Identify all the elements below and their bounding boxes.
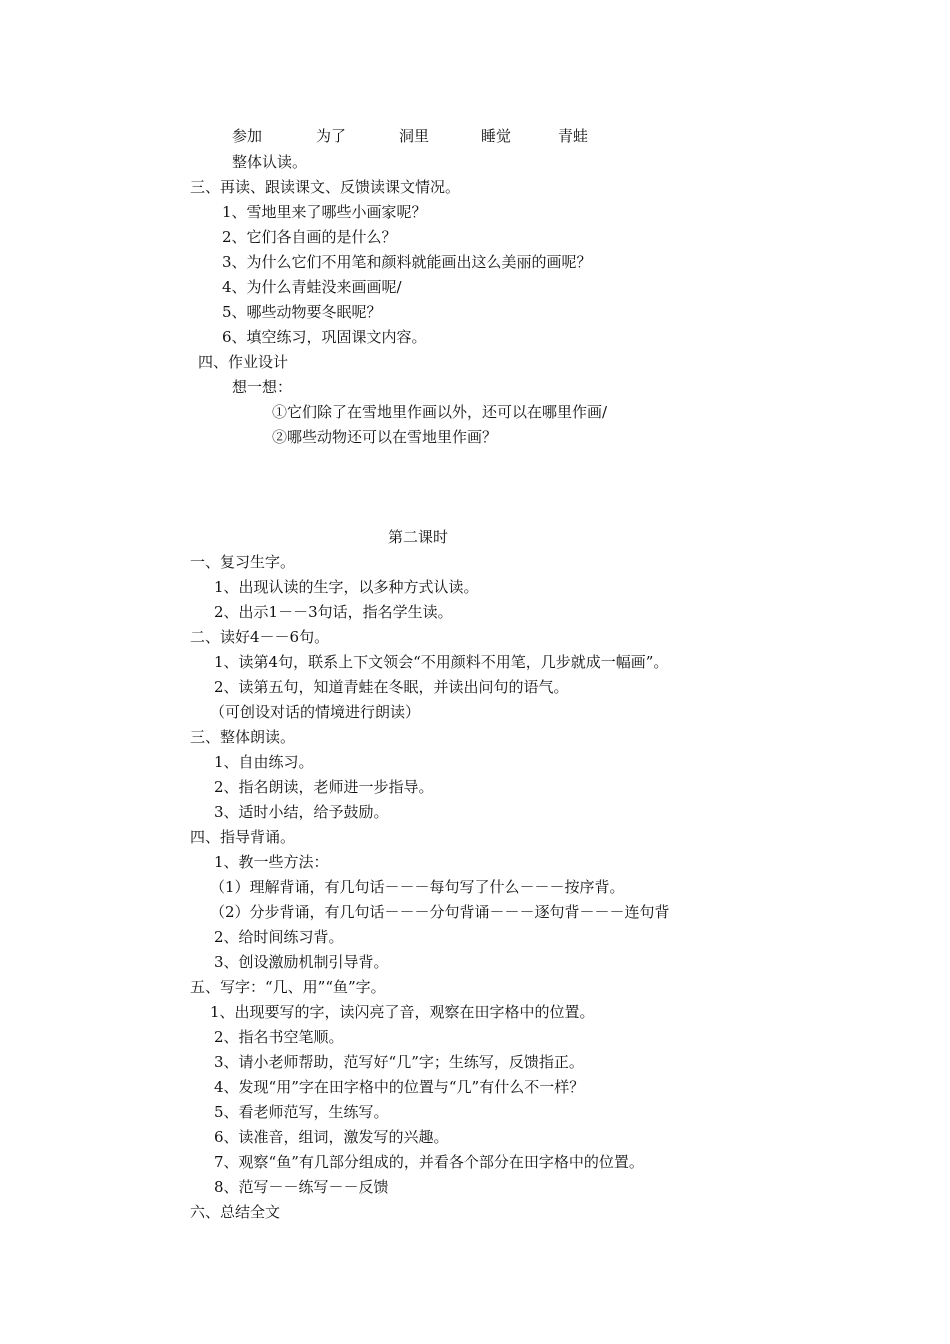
text-line: 整体认读。 (232, 153, 308, 171)
list-item: 2、读第五句，知道青蛙在冬眠，并读出问句的语气。 (214, 678, 569, 696)
list-item: 1、出现认读的生字，以多种方式认读。 (214, 578, 479, 596)
list-item: 6、读准音，组词，激发写的兴趣。 (214, 1128, 449, 1146)
vocab-word: 为了 (316, 127, 347, 145)
list-item: 1、出现要写的字，读闪亮了音，观察在田字格中的位置。 (210, 1003, 595, 1021)
list-item: 4、发现“用”字在田字格中的位置与“几”有什么不一样？ (214, 1078, 585, 1096)
list-item: 3、创设激励机制引导背。 (214, 953, 389, 971)
section-heading: 二、读好4－－6句。 (190, 628, 330, 646)
list-item: （1）理解背诵，有几句话－－－每句写了什么－－－按序背。 (210, 878, 625, 896)
list-item: 6、填空练习，巩固课文内容。 (222, 328, 427, 346)
vocab-word: 参加 (232, 127, 263, 145)
list-item: 2、它们各自画的是什么？ (222, 228, 397, 246)
list-item: 1、自由练习。 (214, 753, 314, 771)
list-item: ②哪些动物还可以在雪地里作画？ (272, 428, 498, 446)
vocab-word: 洞里 (399, 127, 430, 145)
vocab-word: 青蛙 (558, 127, 589, 145)
list-item: 8、范写－－练写－－反馈 (214, 1178, 389, 1196)
list-item: 1、雪地里来了哪些小画家呢？ (222, 203, 427, 221)
list-item: 2、指名书空笔顺。 (214, 1028, 344, 1046)
list-item: 2、给时间练习背。 (214, 928, 344, 946)
list-item: 3、为什么它们不用笔和颜料就能画出这么美丽的画呢？ (222, 253, 592, 271)
section-heading: 三、整体朗读。 (190, 728, 296, 746)
list-item: 5、哪些动物要冬眠呢？ (222, 303, 382, 321)
section-heading: 六、总结全文 (190, 1203, 281, 1221)
section-heading: 四、指导背诵。 (190, 828, 296, 846)
list-item: （2）分步背诵，有几句话－－－分句背诵－－－逐句背－－－连句背 (210, 903, 670, 921)
list-item: 2、出示1－－3句话，指名学生读。 (214, 603, 453, 621)
list-item: 1、读第4句，联系上下文领会“不用颜料不用笔，几步就成一幅画”。 (214, 653, 669, 671)
list-item: 2、指名朗读，老师进一步指导。 (214, 778, 434, 796)
list-item: ①它们除了在雪地里作画以外，还可以在哪里作画/ (272, 403, 608, 421)
section-heading: 一、复习生字。 (190, 553, 296, 571)
list-item: 3、适时小结，给予鼓励。 (214, 803, 389, 821)
text-line: 想一想： (232, 378, 293, 396)
section-heading: 四、作业设计 (198, 353, 289, 371)
list-item: 3、请小老师帮助，范写好“几”字；生练写，反馈指正。 (214, 1053, 584, 1071)
list-item: 7、观察“鱼”有几部分组成的，并看各个部分在田字格中的位置。 (214, 1153, 644, 1171)
vocabulary-word-row (0, 126, 950, 146)
list-item: 1、教一些方法： (214, 853, 329, 871)
section-heading: 五、写字：“几、用”“鱼”字。 (190, 978, 386, 996)
list-item: 5、看老师范写，生练写。 (214, 1103, 389, 1121)
lesson-title: 第二课时 (388, 528, 449, 546)
section-heading: 三、再读、跟读课文、反馈读课文情况。 (190, 178, 461, 196)
vocab-word: 睡觉 (481, 127, 512, 145)
list-item: 4、为什么青蛙没来画画呢/ (222, 278, 402, 296)
text-line: （可创设对话的情境进行朗读） (210, 703, 421, 721)
